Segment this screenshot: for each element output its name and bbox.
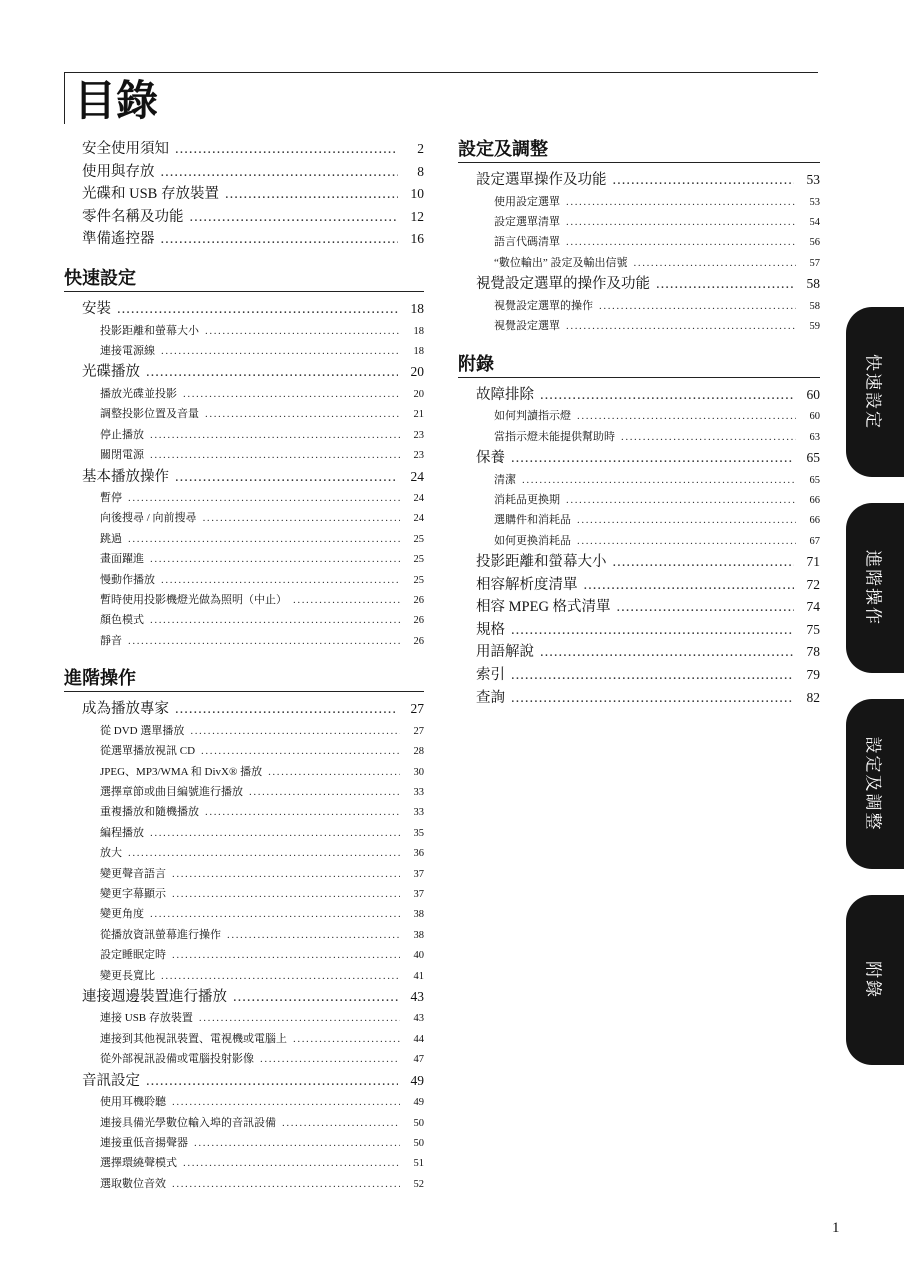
toc-page-number: 28 <box>413 746 424 758</box>
toc-leader-dots <box>577 406 796 426</box>
side-tab-label: 進階操作 <box>862 550 883 626</box>
toc-page-number: 16 <box>410 231 424 247</box>
toc-entry-label: 選購件和消耗品 <box>494 514 571 527</box>
toc-leader-dots <box>584 574 795 597</box>
toc-subentry[interactable] <box>458 427 820 447</box>
toc-entry-label: 投影距離和螢幕大小 <box>100 324 199 337</box>
toc-page-number: 24 <box>413 513 424 525</box>
toc-page-number: 23 <box>413 429 424 441</box>
title-side-bar <box>64 72 65 124</box>
toc-entry-label: 連接 USB 存放裝置 <box>100 1012 193 1025</box>
toc-subentry[interactable] <box>64 945 424 965</box>
toc-subentry[interactable] <box>64 884 424 904</box>
toc-leader-dots <box>172 884 400 904</box>
toc-leader-dots <box>128 488 400 508</box>
toc-entry-label: 準備遙控器 <box>82 231 155 248</box>
toc-entry[interactable] <box>64 228 424 251</box>
toc-page-number: 24 <box>413 493 424 505</box>
toc-subentry[interactable] <box>458 470 820 490</box>
toc-page-number: 24 <box>410 468 424 484</box>
toc-leader-dots <box>172 864 400 884</box>
toc-entry-label: 顏色模式 <box>100 614 144 627</box>
toc-entry[interactable] <box>458 447 820 470</box>
toc-subentry[interactable] <box>64 823 424 843</box>
section-title-appendix: 附錄 <box>458 353 820 378</box>
toc-entry-label: 相容解析度清單 <box>476 576 578 593</box>
toc-subentry[interactable] <box>64 508 424 528</box>
toc-page-number: 40 <box>413 950 424 962</box>
toc-leader-dots <box>282 1113 400 1133</box>
toc-leader-dots <box>128 843 400 863</box>
toc-page-number: 38 <box>413 909 424 921</box>
toc-page-number: 25 <box>413 554 424 566</box>
toc-leader-dots <box>203 508 400 528</box>
toc-page-number: 53 <box>806 172 820 187</box>
toc-leader-dots <box>205 404 400 424</box>
toc-page-number: 60 <box>806 386 820 402</box>
toc-subentry[interactable] <box>64 1113 424 1133</box>
toc-page-number: 58 <box>806 276 820 292</box>
toc-leader-dots <box>566 316 796 336</box>
section-title-settings: 設定及調整 <box>458 138 820 163</box>
toc-page-number: 25 <box>413 533 424 545</box>
toc-leader-dots <box>225 183 398 206</box>
toc-page-number: 82 <box>806 689 820 705</box>
toc-leader-dots <box>511 619 794 642</box>
toc-entry-label: 暫停 <box>100 492 122 505</box>
toc-subentry[interactable] <box>64 321 424 341</box>
toc-entry[interactable] <box>458 574 820 597</box>
toc-entry-label: 停止播放 <box>100 428 144 441</box>
toc-entry-label: 變更聲音語言 <box>100 867 166 880</box>
toc-subentry[interactable] <box>64 1029 424 1049</box>
toc-page-number: 35 <box>413 827 424 839</box>
toc-entry-label: 連接重低音揚聲器 <box>100 1137 188 1150</box>
toc-subentry[interactable] <box>64 966 424 986</box>
toc-entry-label: 靜音 <box>100 634 122 647</box>
toc-subentry[interactable] <box>64 864 424 884</box>
toc-leader-dots <box>260 1049 400 1069</box>
toc-entry-label: 如何判讀指示燈 <box>494 410 571 423</box>
toc-leader-dots <box>522 470 796 490</box>
toc-entry-label: 視覺設定選單的操作及功能 <box>476 276 650 293</box>
toc-page-number: 26 <box>413 595 424 607</box>
toc-leader-dots <box>172 1092 400 1112</box>
toc-entry-label: 音訊設定 <box>82 1072 140 1089</box>
toc-page-number: 36 <box>413 848 424 860</box>
toc-page-number: 25 <box>413 574 424 586</box>
toc-page-number: 72 <box>806 576 820 592</box>
toc-entry-label: 基本播放操作 <box>82 468 169 485</box>
toc-leader-dots <box>146 1070 398 1093</box>
toc-page-number: 65 <box>809 474 820 486</box>
toc-page-number: 54 <box>809 216 820 228</box>
toc-entry-label: 選擇環繞聲模式 <box>100 1157 177 1170</box>
toc-subentry[interactable] <box>458 232 820 252</box>
toc-intro-list <box>64 138 424 251</box>
toc-leader-dots <box>540 641 794 664</box>
toc-entry[interactable] <box>64 298 424 321</box>
toc-subentry[interactable] <box>64 1092 424 1112</box>
toc-page-number: 33 <box>413 807 424 819</box>
toc-leader-dots <box>150 610 400 630</box>
side-tab-settings[interactable] <box>846 699 904 869</box>
toc-page-number: 50 <box>413 1117 424 1129</box>
toc-subentry[interactable] <box>64 802 424 822</box>
toc-page-number: 57 <box>809 257 820 269</box>
toc-leader-dots <box>161 161 399 184</box>
toc-leader-dots <box>161 341 400 361</box>
toc-leader-dots <box>201 741 400 761</box>
toc-leader-dots <box>540 384 794 407</box>
toc-leader-dots <box>293 590 400 610</box>
toc-leader-dots <box>146 361 398 384</box>
toc-page-number: 65 <box>806 449 820 465</box>
toc-entry-label: 向後搜尋 / 向前搜尋 <box>100 512 197 525</box>
toc-page-number: 50 <box>413 1138 424 1150</box>
toc-entry[interactable] <box>458 641 820 664</box>
toc-entry-label: 光碟和 USB 存放裝置 <box>82 186 219 203</box>
toc-page-number: 51 <box>413 1158 424 1170</box>
toc-page-number: 52 <box>413 1178 424 1190</box>
toc-entry-label: 設定選單操作及功能 <box>476 172 607 188</box>
toc-subentry[interactable] <box>458 531 820 551</box>
toc-leader-dots <box>656 273 794 296</box>
toc-leader-dots <box>150 425 400 445</box>
toc-entry[interactable] <box>458 664 820 687</box>
toc-subentry[interactable] <box>64 488 424 508</box>
toc-entry-label: 使用設定選單 <box>494 195 560 208</box>
toc-leader-dots <box>613 169 795 192</box>
toc-entry[interactable] <box>458 596 820 619</box>
toc-entry-label: 變更角度 <box>100 908 144 921</box>
side-tab-advanced[interactable] <box>846 503 904 673</box>
toc-subentry[interactable] <box>64 549 424 569</box>
toc-page-number: 63 <box>809 431 820 443</box>
side-tab-label: 快速設定 <box>862 354 883 430</box>
toc-entry-label: 調整投影位置及音量 <box>100 408 199 421</box>
toc-leader-dots <box>613 551 795 574</box>
toc-entry-label: 視覺設定選單的操作 <box>494 299 593 312</box>
toc-page-number: 79 <box>806 667 820 683</box>
toc-page-number: 43 <box>413 1013 424 1025</box>
toc-entry-label: 相容 MPEG 格式清單 <box>476 599 611 616</box>
toc-leader-dots <box>161 570 400 590</box>
toc-entry-label: 從選單播放視訊 CD <box>100 745 196 758</box>
toc-page-number: 74 <box>806 599 820 615</box>
toc-leader-dots <box>566 212 796 232</box>
toc-page-number: 23 <box>413 450 424 462</box>
toc-leader-dots <box>268 762 400 782</box>
toc-leader-dots <box>205 802 400 822</box>
toc-entry-label: 索引 <box>476 667 505 684</box>
toc-entry-label: 設定睡眠定時 <box>100 949 166 962</box>
toc-entry-label: 連接電源線 <box>100 344 155 357</box>
toc-entry-label: 選擇章節或曲目編號進行播放 <box>100 785 243 798</box>
toc-entry-label: 從播放資訊螢幕進行操作 <box>100 928 221 941</box>
toc-page-number: 60 <box>809 411 820 423</box>
toc-page-number: 10 <box>410 186 424 202</box>
toc-subentry[interactable] <box>458 192 820 212</box>
toc-entry-label: 編程播放 <box>100 826 144 839</box>
toc-leader-dots <box>511 687 794 710</box>
toc-leader-dots <box>150 445 400 465</box>
toc-subentry[interactable] <box>64 721 424 741</box>
toc-entry-label: 安裝 <box>82 300 111 317</box>
toc-entry-label: 故障排除 <box>476 386 534 403</box>
toc-subentry[interactable] <box>64 1049 424 1069</box>
toc-leader-dots <box>117 298 398 321</box>
toc-page-number: 66 <box>809 494 820 506</box>
toc-page-number: 37 <box>413 868 424 880</box>
toc-entry-label: 變更字幕顯示 <box>100 887 166 900</box>
toc-subentry[interactable] <box>64 741 424 761</box>
toc-page-number: 53 <box>809 196 820 208</box>
toc-entry-label: 規格 <box>476 621 505 638</box>
toc-subentry[interactable] <box>458 510 820 530</box>
toc-page-number: 56 <box>809 237 820 249</box>
toc-entry[interactable] <box>64 698 424 721</box>
toc-left-column <box>64 138 424 1194</box>
toc-leader-dots <box>194 1133 400 1153</box>
toc-page-number: 75 <box>806 621 820 637</box>
toc-page-number: 58 <box>809 300 820 312</box>
toc-subentry[interactable] <box>64 341 424 361</box>
toc-quick-setup-list <box>64 298 424 651</box>
side-tab-label: 附錄 <box>862 961 883 999</box>
toc-entry-label: 關閉電源 <box>100 449 144 462</box>
toc-subentry[interactable] <box>458 296 820 316</box>
toc-leader-dots <box>199 1008 400 1028</box>
toc-leader-dots <box>227 925 400 945</box>
toc-page-number: 18 <box>413 345 424 357</box>
toc-leader-dots <box>634 253 796 273</box>
toc-leader-dots <box>566 192 796 212</box>
toc-subentry[interactable] <box>64 782 424 802</box>
toc-right-column <box>458 138 820 709</box>
toc-entry-label: 重複播放和隨機播放 <box>100 806 199 819</box>
toc-leader-dots <box>161 966 400 986</box>
toc-subentry[interactable] <box>64 762 424 782</box>
toc-page-number: 21 <box>413 409 424 421</box>
toc-entry[interactable] <box>64 361 424 384</box>
toc-leader-dots <box>599 296 796 316</box>
toc-entry-label: 保養 <box>476 449 505 466</box>
toc-page-number: 47 <box>413 1054 424 1066</box>
toc-entry-label: 如何更換消耗品 <box>494 534 571 547</box>
toc-entry-label: 消耗品更換期 <box>494 493 560 506</box>
toc-entry-label: 語言代碼清單 <box>494 236 560 249</box>
title-rule <box>64 72 818 73</box>
toc-leader-dots <box>233 986 398 1009</box>
toc-leader-dots <box>577 531 796 551</box>
toc-subentry[interactable] <box>64 404 424 424</box>
toc-page-number: 18 <box>410 300 424 316</box>
side-tab-quick-setup[interactable] <box>846 307 904 477</box>
toc-page-number: 12 <box>410 208 424 224</box>
toc-entry-label: 成為播放專家 <box>82 701 169 718</box>
toc-page-number: 18 <box>413 325 424 337</box>
toc-page-number: 26 <box>413 635 424 647</box>
toc-subentry[interactable] <box>64 1174 424 1194</box>
toc-page-number: 20 <box>410 364 424 380</box>
toc-leader-dots <box>150 823 400 843</box>
toc-entry-label: 跳過 <box>100 532 122 545</box>
toc-subentry[interactable] <box>64 570 424 590</box>
toc-subentry[interactable] <box>64 843 424 863</box>
toc-subentry[interactable] <box>64 445 424 465</box>
toc-page-number: 49 <box>410 1072 424 1088</box>
toc-entry-label: 使用與存放 <box>82 163 155 180</box>
toc-entry-label: 當指示燈未能提供幫助時 <box>494 430 615 443</box>
toc-leader-dots <box>205 321 400 341</box>
toc-entry[interactable] <box>458 169 820 192</box>
toc-entry[interactable] <box>64 161 424 184</box>
toc-leader-dots <box>172 945 400 965</box>
side-tab-label: 設定及調整 <box>862 736 883 832</box>
toc-leader-dots <box>617 596 794 619</box>
toc-leader-dots <box>190 206 399 229</box>
toc-page-number: 43 <box>410 988 424 1004</box>
toc-entry[interactable] <box>458 384 820 407</box>
toc-leader-dots <box>566 490 796 510</box>
toc-leader-dots <box>183 1153 400 1173</box>
toc-entry[interactable] <box>64 138 424 161</box>
toc-leader-dots <box>621 427 796 447</box>
toc-entry-label: 用語解說 <box>476 644 534 661</box>
toc-subentry[interactable] <box>64 384 424 404</box>
toc-entry-label: 從 DVD 選單播放 <box>100 724 185 737</box>
toc-entry[interactable] <box>64 986 424 1009</box>
toc-subentry[interactable] <box>458 212 820 232</box>
toc-page-number: 33 <box>413 786 424 798</box>
toc-entry-label: 變更長寬比 <box>100 969 155 982</box>
toc-entry-label: 使用耳機聆聽 <box>100 1096 166 1109</box>
toc-entry-label: 播放光碟並投影 <box>100 387 177 400</box>
section-title-quick-setup: 快速設定 <box>64 267 424 292</box>
toc-page-number: 27 <box>410 701 424 717</box>
toc-subentry[interactable] <box>458 253 820 273</box>
toc-entry[interactable] <box>64 1070 424 1093</box>
toc-entry-label: 選取數位音效 <box>100 1177 166 1190</box>
toc-page-number: 2 <box>417 141 424 156</box>
toc-leader-dots <box>128 631 400 651</box>
toc-leader-dots <box>175 138 398 161</box>
toc-entry[interactable] <box>458 273 820 296</box>
toc-page-number: 67 <box>809 535 820 547</box>
toc-subentry[interactable] <box>64 1008 424 1028</box>
side-tab-appendix[interactable] <box>846 895 904 1065</box>
toc-entry[interactable] <box>458 551 820 574</box>
toc-entry-label: 查詢 <box>476 689 505 706</box>
toc-entry-label: 暫時使用投影機燈光做為照明（中止） <box>100 594 287 607</box>
toc-page-number: 78 <box>806 644 820 660</box>
toc-entry-label: 視覺設定選單 <box>494 320 560 333</box>
toc-leader-dots <box>249 782 400 802</box>
toc-settings-list <box>458 169 820 337</box>
toc-leader-dots <box>566 232 796 252</box>
toc-page-number: 38 <box>413 929 424 941</box>
toc-entry[interactable] <box>458 619 820 642</box>
toc-leader-dots <box>511 447 794 470</box>
toc-leader-dots <box>183 384 400 404</box>
toc-subentry[interactable] <box>458 316 820 336</box>
toc-entry[interactable] <box>64 183 424 206</box>
toc-appendix-list <box>458 384 820 710</box>
toc-page-number: 66 <box>809 515 820 527</box>
toc-leader-dots <box>150 549 400 569</box>
toc-page-number: 8 <box>417 163 424 179</box>
toc-leader-dots <box>175 466 398 489</box>
toc-entry-label: 連接到其他視訊裝置、電視機或電腦上 <box>100 1032 287 1045</box>
toc-entry[interactable] <box>64 206 424 229</box>
toc-leader-dots <box>577 510 796 530</box>
toc-leader-dots <box>172 1174 400 1194</box>
toc-subentry[interactable] <box>64 904 424 924</box>
toc-entry-label: 連接週邊裝置進行播放 <box>82 988 227 1005</box>
toc-entry-label: 從外部視訊設備或電腦投射影像 <box>100 1053 254 1066</box>
toc-leader-dots <box>150 904 400 924</box>
toc-subentry[interactable] <box>64 1133 424 1153</box>
toc-entry-label: 光碟播放 <box>82 364 140 381</box>
toc-subentry[interactable] <box>64 590 424 610</box>
toc-subentry[interactable] <box>64 610 424 630</box>
toc-page-number: 26 <box>413 615 424 627</box>
toc-subentry[interactable] <box>458 490 820 510</box>
toc-page-number: 27 <box>413 725 424 737</box>
toc-subentry[interactable] <box>64 1153 424 1173</box>
toc-page-number: 30 <box>413 766 424 778</box>
toc-leader-dots <box>175 698 398 721</box>
toc-page-number: 20 <box>413 388 424 400</box>
toc-entry-label: 零件名稱及功能 <box>82 208 184 225</box>
toc-entry[interactable] <box>64 466 424 489</box>
toc-leader-dots <box>128 529 400 549</box>
toc-leader-dots <box>161 228 399 251</box>
toc-entry-label: JPEG、MP3/WMA 和 DivX® 播放 <box>100 765 263 778</box>
toc-subentry[interactable] <box>64 925 424 945</box>
toc-entry-label: 設定選單清單 <box>494 215 560 228</box>
toc-advanced-list <box>64 698 424 1194</box>
page-number: 1 <box>832 1220 840 1236</box>
toc-page-number: 44 <box>413 1033 424 1045</box>
toc-subentry[interactable] <box>64 425 424 445</box>
toc-leader-dots <box>511 664 794 687</box>
toc-entry-label: 投影距離和螢幕大小 <box>476 554 607 571</box>
toc-page-number: 41 <box>413 970 424 982</box>
toc-subentry[interactable] <box>64 631 424 651</box>
toc-entry[interactable] <box>458 687 820 710</box>
toc-entry-label: 連接具備光學數位輸入埠的音訊設備 <box>100 1116 276 1129</box>
toc-leader-dots <box>190 721 400 741</box>
toc-subentry[interactable] <box>458 406 820 426</box>
toc-entry-label: “數位輸出” 設定及輸出信號 <box>494 256 628 269</box>
toc-entry-label: 慢動作播放 <box>100 573 155 586</box>
toc-subentry[interactable] <box>64 529 424 549</box>
toc-page-number: 37 <box>413 888 424 900</box>
toc-entry-label: 清潔 <box>494 473 516 486</box>
toc-entry-label: 安全使用須知 <box>82 141 169 157</box>
toc-page-number: 49 <box>413 1097 424 1109</box>
toc-entry-label: 畫面躍進 <box>100 553 144 566</box>
toc-entry-label: 放大 <box>100 847 122 860</box>
section-title-advanced: 進階操作 <box>64 667 424 692</box>
toc-page-number: 59 <box>809 321 820 333</box>
page-title: 目錄 <box>74 76 159 125</box>
toc-leader-dots <box>293 1029 400 1049</box>
toc-page-number: 71 <box>806 554 820 570</box>
